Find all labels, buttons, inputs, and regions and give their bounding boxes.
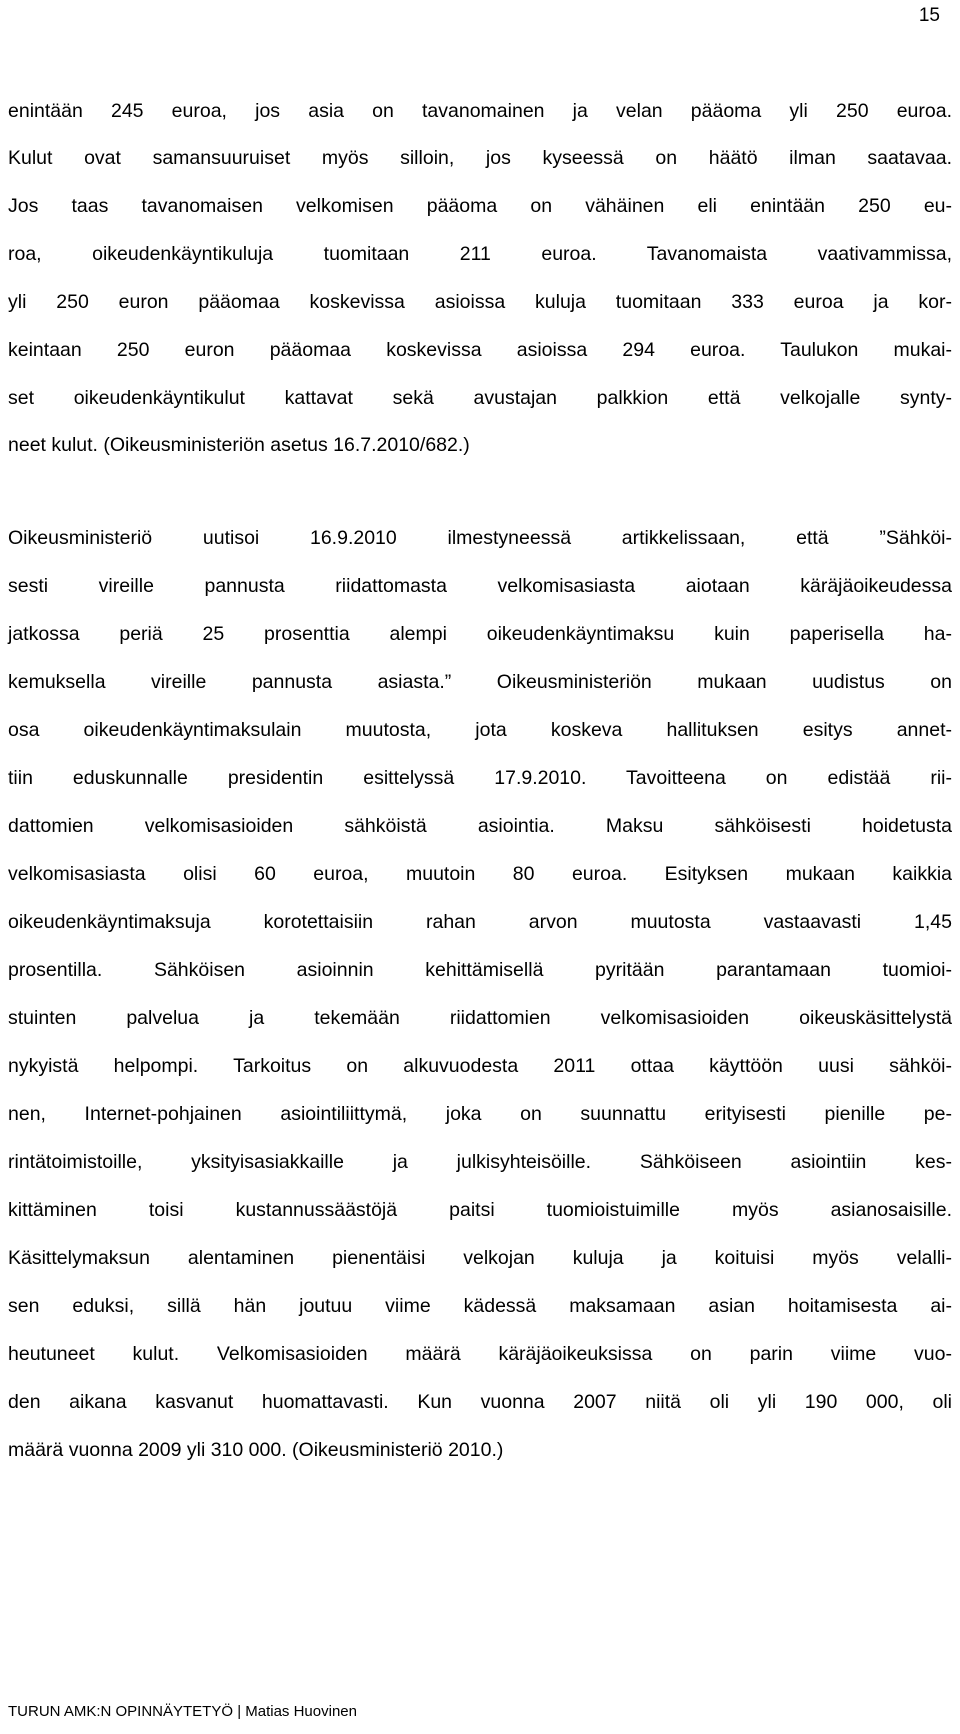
text-line: jatkossa periä 25 prosenttia alempi oikeudenkäyntimaksu kuin paperisella ha-: [8, 623, 952, 645]
text-line: sen eduksi, sillä hän joutuu viime kädessä maksamaan asian hoitamisesta ai-: [8, 1295, 952, 1317]
text-line: velkomisasiasta olisi 60 euroa, muutoin 80 euroa. Esityksen mukaan kaikkia: [8, 863, 952, 885]
text-line: Jos taas tavanomaisen velkomisen pääoma on vähäinen eli enintään 250 eu-: [8, 195, 952, 217]
text-line: rintätoimistoille, yksityisasiakkaille ja julkisyhteisöille. Sähköiseen asiointiin kes-: [8, 1151, 952, 1173]
text-line: nen, Internet-pohjainen asiointiliittymä, joka on suunnattu erityisesti pienille pe-: [8, 1103, 952, 1125]
text-line: yli 250 euron pääomaa koskevissa asioissa kuluja tuomitaan 333 euroa ja kor-: [8, 291, 952, 313]
text-line: set oikeudenkäyntikulut kattavat sekä avustajan palkkion että velkojalle synty-: [8, 387, 952, 409]
text-line: kittäminen toisi kustannussäästöjä paitsi tuomioistuimille myös asianosaisille.: [8, 1199, 952, 1221]
text-line: keintaan 250 euron pääomaa koskevissa asioissa 294 euroa. Taulukon mukai-: [8, 339, 952, 361]
text-line: dattomien velkomisasioiden sähköistä asiointia. Maksu sähköisesti hoidetusta: [8, 815, 952, 837]
text-line: stuinten palvelua ja tekemään riidattomien velkomisasioiden oikeuskäsittelystä: [8, 1007, 952, 1029]
text-line: tiin eduskunnalle presidentin esittelyssä 17.9.2010. Tavoitteena on edistää rii-: [8, 767, 952, 789]
text-line: osa oikeudenkäyntimaksulain muutosta, jota koskeva hallituksen esitys annet-: [8, 719, 952, 741]
text-line: roa, oikeudenkäyntikuluja tuomitaan 211 euroa. Tavanomaista vaativammissa,: [8, 243, 952, 265]
text-line: nykyistä helpompi. Tarkoitus on alkuvuodesta 2011 ottaa käyttöön uusi sähköi-: [8, 1055, 952, 1077]
page-number: 15: [918, 5, 940, 26]
text-line: heutuneet kulut. Velkomisasioiden määrä käräjäoikeuksissa on parin viime vuo-: [8, 1343, 952, 1365]
text-line: Oikeusministeriö uutisoi 16.9.2010 ilmestyneessä artikkelissaan, että ”Sähköi-: [8, 527, 952, 549]
text-line: Käsittelymaksun alentaminen pienentäisi velkojan kuluja ja koituisi myös velalli-: [8, 1247, 952, 1269]
footer: TURUN AMK:N OPINNÄYTETYÖ | Matias Huovinen: [8, 1703, 357, 1720]
text-line: sesti vireille pannusta riidattomasta velkomisasiasta aiotaan käräjäoikeudessa: [8, 575, 952, 597]
text-line: Kulut ovat samansuuruiset myös silloin, jos kyseessä on häätö ilman saatavaa.: [8, 147, 952, 169]
text-line: prosentilla. Sähköisen asioinnin kehittämisellä pyritään parantamaan tuomioi-: [8, 959, 952, 981]
text-line: oikeudenkäyntimaksuja korotettaisiin rahan arvon muutosta vastaavasti 1,45: [8, 911, 952, 933]
text-line: kemuksella vireille pannusta asiasta.” Oikeusministeriön mukaan uudistus on: [8, 671, 952, 693]
text-line: määrä vuonna 2009 yli 310 000. (Oikeusministeriö 2010.): [8, 1439, 504, 1461]
text-line: den aikana kasvanut huomattavasti. Kun vuonna 2007 niitä oli yli 190 000, oli: [8, 1391, 952, 1413]
text-line: enintään 245 euroa, jos asia on tavanomainen ja velan pääoma yli 250 euroa.: [8, 100, 952, 122]
text-line: neet kulut. (Oikeusministeriön asetus 16.7.2010/682.): [8, 434, 470, 456]
